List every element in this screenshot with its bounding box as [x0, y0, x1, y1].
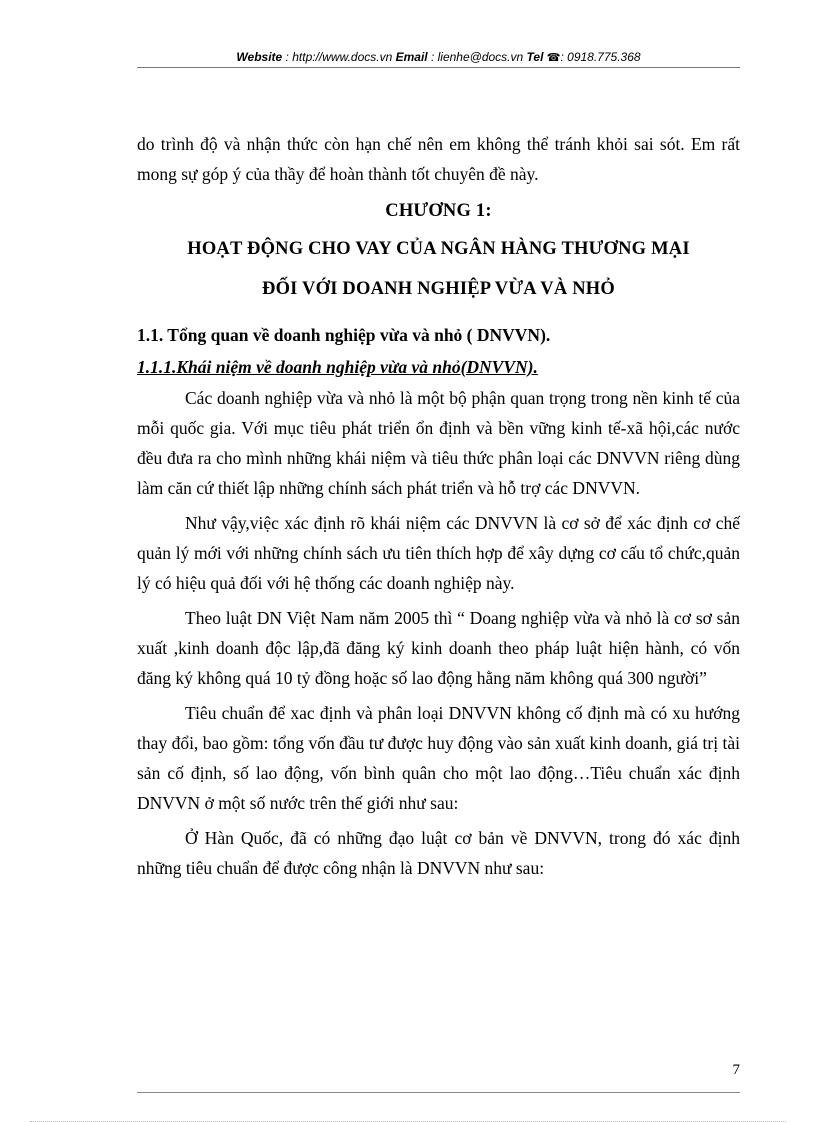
intro-paragraph: do trình độ và nhận thức còn hạn chế nên em không thể tránh khỏi sai sót. Em rất mong sự góp ý của thầy để hoàn thành tốt chuyên đề này.: [137, 134, 740, 184]
phone-icon: ☎: [546, 52, 561, 64]
section-heading-1-1: 1.1. Tổng quan về doanh nghiệp vừa và nhỏ ( DNVVN).: [137, 325, 551, 345]
body-paragraph-5: Ở Hàn Quốc, đã có những đạo luật cơ bản về DNVVN, trong đó xác định những tiêu chuẩn để được công nhận là DNVVN như sau:: [137, 828, 740, 878]
website-label: Website: [236, 50, 283, 64]
chapter-title-line-1: HOẠT ĐỘNG CHO VAY CỦA NGÂN HÀNG THƯƠNG MẠI: [187, 239, 690, 259]
email-value: : lienhe@docs.vn: [427, 50, 527, 64]
chapter-number: CHƯƠNG 1:: [385, 201, 492, 221]
document-body: [137, 129, 740, 883]
tel-label: Tel: [526, 50, 544, 64]
body-paragraph-4: Tiêu chuẩn để xac định và phân loại DNVVN không cố định mà có xu hướng thay đổi, bao gồm: tổng vốn đầu tư được huy động vào sản xuất kinh doanh, giá trị tài sản cố định, số lao động, vốn bình quân cho một lao động…Tiêu chuẩn xác định DNVVN ở một số nước trên thế giới như sau:: [137, 703, 740, 813]
body-paragraph-3: Theo luật DN Việt Nam năm 2005 thì “ Doang nghiệp vừa và nhỏ là cơ sơ sản xuất ,kinh doanh độc lập,đã đăng ký kinh doanh theo pháp luật hiện hành, có vốn đăng ký không quá 10 tỷ đồng hoặc số lao động hằng năm không quá 300 người”: [137, 608, 740, 688]
body-paragraph-2: Như vậy,việc xác định rõ khái niệm các DNVVN là cơ sở để xác định cơ chế quản lý mới với những chính sách ưu tiên thích hợp để xây dựng cơ cấu tổ chức,quản lý có hiệu quả đối với hệ thống các doanh nghiệp này.: [137, 513, 740, 593]
footer-rule: [137, 1092, 740, 1093]
page-number: 7: [732, 1062, 740, 1078]
section-heading-1-1-1: 1.1.1.Khái niệm về doanh nghiệp vừa và nhỏ(DNVVN).: [137, 357, 538, 377]
chapter-title-line-2: ĐỐI VỚI DOANH NGHIỆP VỪA VÀ NHỎ: [262, 279, 615, 299]
page-header: [137, 47, 740, 67]
page-bottom-border: [30, 1121, 786, 1122]
header-rule: [137, 67, 740, 68]
website-value: : http://www.docs.vn: [282, 50, 396, 64]
body-paragraph-1: Các doanh nghiệp vừa và nhỏ là một bộ phận quan trọng trong nền kinh tế của mỗi quốc gia. Với mục tiêu phát triển ổn định và bền vững kinh tế-xã hội,các nước đều đưa ra cho mình những khái niệm và tiêu thức phân loại các DNVVN riêng dùng làm căn cứ thiết lập những chính sách phát triển và hỗ trợ các DNVVN.: [137, 388, 740, 498]
tel-value: : 0918.775.368: [560, 50, 641, 64]
email-label: Email: [395, 50, 428, 64]
